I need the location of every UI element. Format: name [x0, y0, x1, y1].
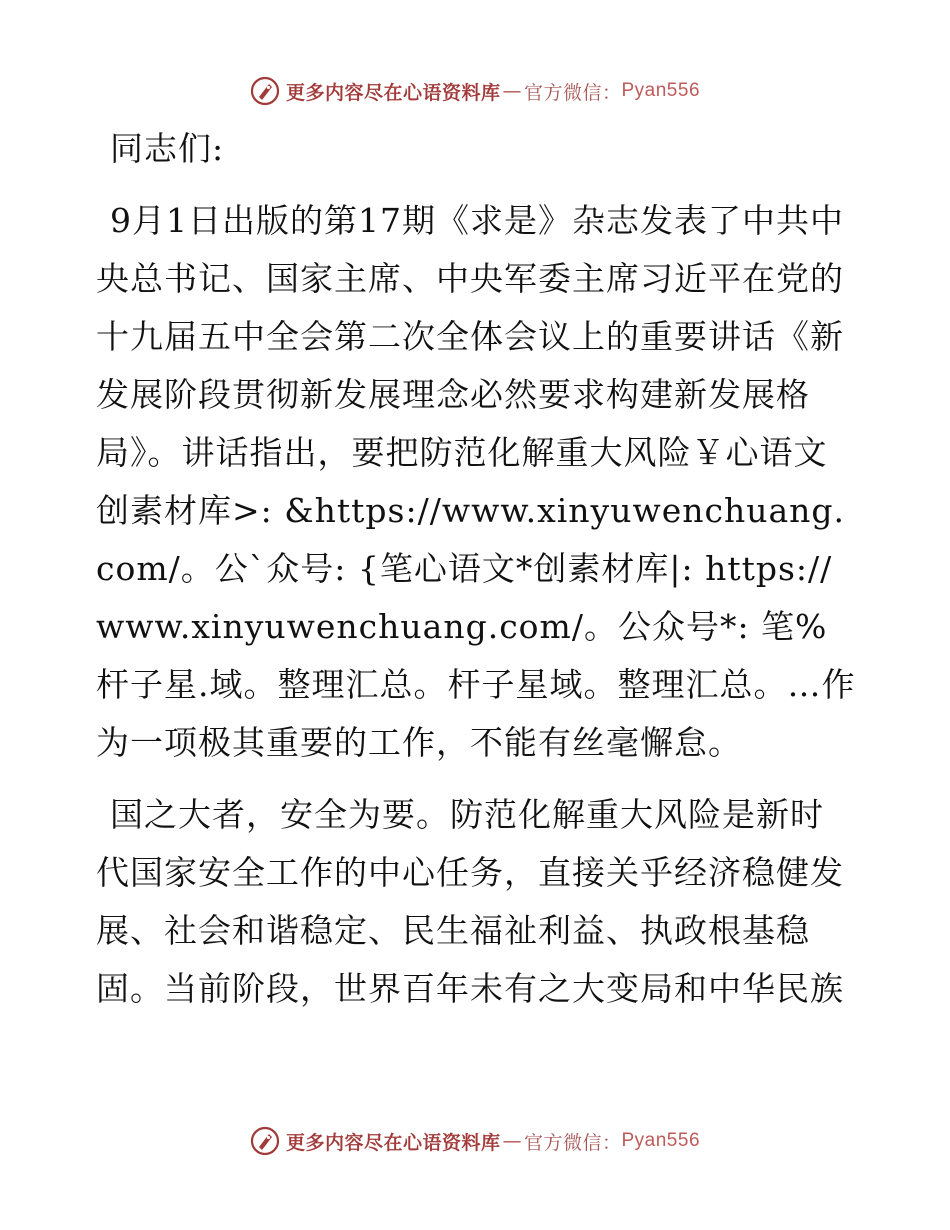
document-body — [96, 120, 856, 1032]
page-footer-watermark — [0, 1121, 950, 1161]
header-wechat-id: Pyan556 — [621, 80, 701, 101]
footer-wechat-id: Pyan556 — [621, 1130, 701, 1151]
pen-nib-logo-icon — [250, 76, 280, 106]
paragraph-2: 国之大者，安全为要。防范化解重大风险是新时代国家安全工作的中心任务，直接关乎经济稳健发展、社会和谐稳定、民生福祉利益、执政根基稳固。当前阶段，世界百年未有之大变局和中华民族 — [96, 795, 844, 1008]
page-header-watermark — [0, 71, 950, 111]
footer-dash: — — [502, 1130, 522, 1152]
pen-nib-logo-icon — [250, 1126, 280, 1156]
footer-brand-text: 更多内容尽在心语资料库 — [285, 1131, 501, 1154]
paragraph-1: 9月1日出版的第17期《求是》杂志发表了中共中央总书记、国家主席、中央军委主席习近平在党的十九届五中全会第二次全体会议上的重要讲话《新发展阶段贯彻新发展理念必然要求构建新发展格局》。讲话指出，要把防范化解重大风险￥心语文创素材库>: &https://www.xinyuwenchuang.com/。公`众号: {笔心语文*创素材库|: https://www.xinyuwenchuang.com/。公众号*: 笔%杆子星.域。整理汇总。杆子星域。整理汇总。…作为一项极其重要的工作，不能有丝毫懈怠。 — [96, 201, 856, 762]
header-dash: — — [502, 80, 522, 102]
footer-wechat-label: 官方微信： — [523, 1131, 622, 1154]
header-brand-text: 更多内容尽在心语资料库 — [285, 81, 501, 104]
header-wechat-label: 官方微信： — [523, 81, 622, 104]
greeting: 同志们: — [110, 129, 225, 168]
